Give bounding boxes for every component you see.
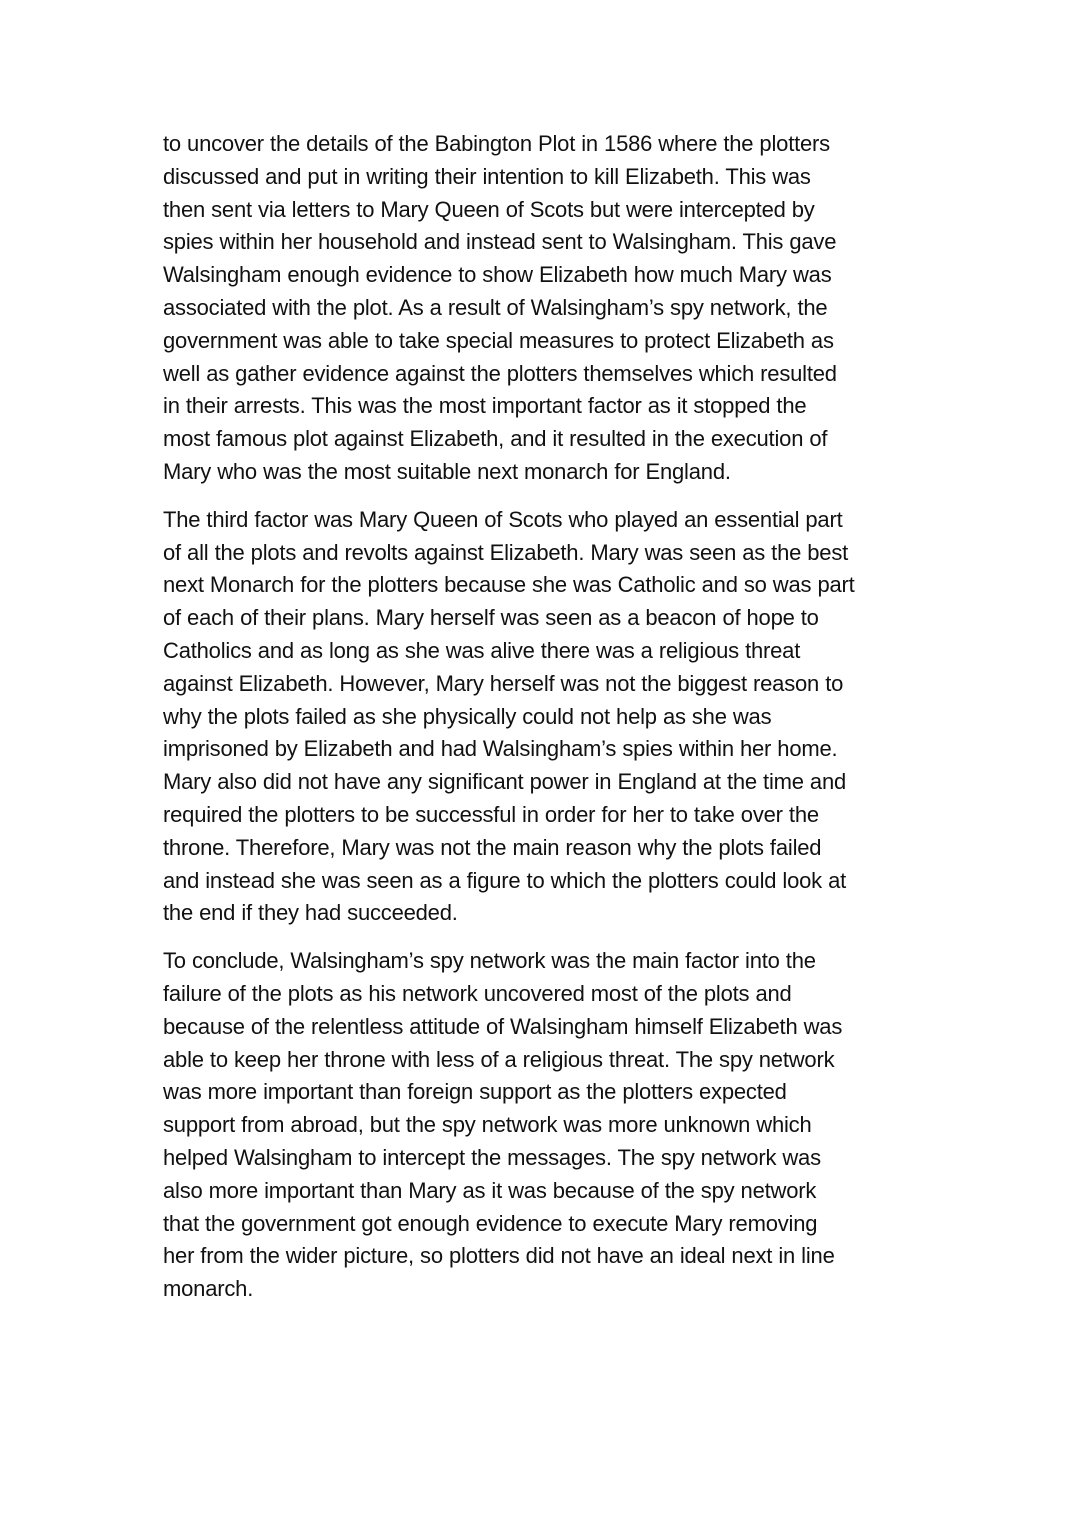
text-line: throne. Therefore, Mary was not the main reason why the plots failed xyxy=(163,834,822,860)
text-line: and instead she was seen as a figure to which the plotters could look at xyxy=(163,867,847,893)
text-line: next Monarch for the plotters because she was Catholic and so was part xyxy=(163,572,855,598)
text-line: To conclude, Walsingham’s spy network was the main factor into the xyxy=(163,948,816,974)
text-line: associated with the plot. As a result of Walsingham’s spy network, the xyxy=(163,294,828,320)
text-line: spies within her household and instead sent to Walsingham. This gave xyxy=(163,229,837,255)
text-line: the end if they had succeeded. xyxy=(163,900,458,926)
text-line: helped Walsingham to intercept the messages. The spy network was xyxy=(163,1144,821,1170)
text-line: discussed and put in writing their intention to kill Elizabeth. This was xyxy=(163,163,811,189)
text-line: of all the plots and revolts against Elizabeth. Mary was seen as the best xyxy=(163,539,849,565)
text-line: of each of their plans. Mary herself was seen as a beacon of hope to xyxy=(163,605,819,631)
text-line: also more important than Mary as it was because of the spy network xyxy=(163,1177,817,1203)
text-line: most famous plot against Elizabeth, and it resulted in the execution of xyxy=(163,426,828,452)
text-line: The third factor was Mary Queen of Scots who played an essential part xyxy=(163,506,843,532)
text-line: why the plots failed as she physically could not help as she was xyxy=(163,703,772,729)
text-line: government was able to take special measures to protect Elizabeth as xyxy=(163,327,834,353)
text-line: imprisoned by Elizabeth and had Walsingham’s spies within her home. xyxy=(163,736,838,762)
paragraph-mary-queen-of-scots xyxy=(163,504,913,930)
text-line: in their arrests. This was the most important factor as it stopped the xyxy=(163,393,807,419)
text-line: to uncover the details of the Babington Plot in 1586 where the plotters xyxy=(163,131,830,156)
text-line: Walsingham enough evidence to show Elizabeth how much Mary was xyxy=(163,262,832,288)
text-line: was more important than foreign support as the plotters expected xyxy=(163,1079,787,1105)
paragraph-babington-plot xyxy=(163,128,913,489)
paragraph-conclusion xyxy=(163,945,913,1306)
text-line: monarch. xyxy=(163,1276,254,1302)
text-line: failure of the plots as his network uncovered most of the plots and xyxy=(163,980,792,1006)
text-line: Catholics and as long as she was alive there was a religious threat xyxy=(163,637,801,663)
text-line: support from abroad, but the spy network was more unknown which xyxy=(163,1112,812,1138)
text-line: able to keep her throne with less of a religious threat. The spy network xyxy=(163,1046,835,1072)
text-line: well as gather evidence against the plotters themselves which resulted xyxy=(163,360,837,386)
text-line: Mary also did not have any significant power in England at the time and xyxy=(163,769,847,795)
text-line: required the plotters to be successful in order for her to take over the xyxy=(163,801,819,827)
document-body xyxy=(163,128,913,1321)
text-line: Mary who was the most suitable next monarch for England. xyxy=(163,458,731,484)
text-line: because of the relentless attitude of Walsingham himself Elizabeth was xyxy=(163,1013,843,1039)
text-line: then sent via letters to Mary Queen of Scots but were intercepted by xyxy=(163,196,815,222)
text-line: that the government got enough evidence to execute Mary removing xyxy=(163,1210,818,1236)
text-line: her from the wider picture, so plotters did not have an ideal next in line xyxy=(163,1243,835,1269)
text-line: against Elizabeth. However, Mary herself was not the biggest reason to xyxy=(163,670,844,696)
